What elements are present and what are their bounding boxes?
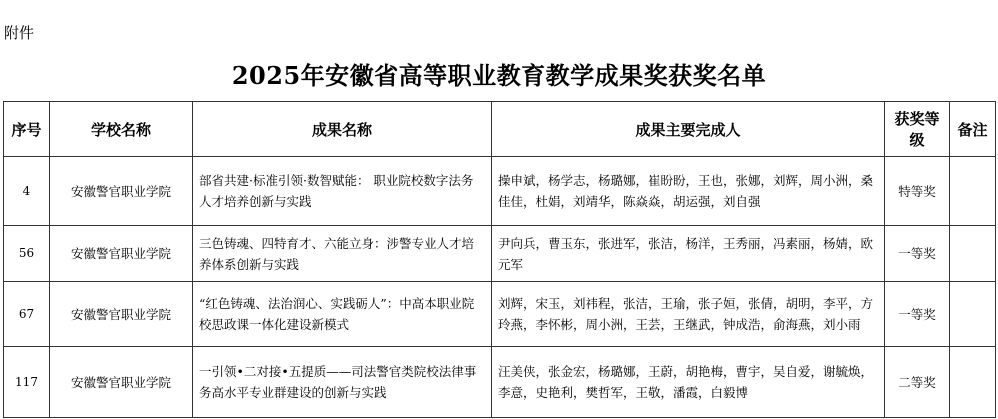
cell-school: 安徽警官职业学院 <box>50 157 193 226</box>
table-row <box>4 157 996 226</box>
cell-achievement: 部省共建·标准引领·数智赋能： 职业院校数字法务人才培养创新与实践 <box>193 157 492 226</box>
table-row <box>4 226 996 282</box>
cell-no: 67 <box>4 282 50 347</box>
cell-school: 安徽警官职业学院 <box>50 282 193 347</box>
cell-remark <box>950 226 996 282</box>
cell-level: 二等奖 <box>885 347 950 418</box>
cell-achievement: “红色铸魂、法治润心、实践砺人”：中高本职业院校思政课一体化建设新模式 <box>193 282 492 347</box>
cell-members: 汪美侠，张金宏，杨璐娜，王蔚，胡艳梅，曹宇，吴自爱，谢毓焕，李意，史艳利，樊哲军，王敬，潘霞，白毅博 <box>492 347 885 418</box>
header-level: 获奖等级 <box>885 102 950 157</box>
table-row <box>4 347 996 418</box>
header-no: 序号 <box>4 102 50 157</box>
attachment-label: 附件 <box>4 24 35 42</box>
cell-level: 特等奖 <box>885 157 950 226</box>
table-header-row <box>4 102 996 157</box>
header-school: 学校名称 <box>50 102 193 157</box>
cell-remark <box>950 157 996 226</box>
cell-remark <box>950 282 996 347</box>
cell-school: 安徽警官职业学院 <box>50 226 193 282</box>
cell-members: 尹向兵，曹玉东，张进军，张洁，杨洋，王秀丽，冯素丽，杨婧，欧元军 <box>492 226 885 282</box>
cell-school: 安徽警官职业学院 <box>50 347 193 418</box>
cell-level: 一等奖 <box>885 282 950 347</box>
cell-remark <box>950 347 996 418</box>
table-row <box>4 282 996 347</box>
cell-members: 刘辉，宋玉，刘祎程，张洁，王瑜，张子姮，张倩，胡明，李平，方玲燕，李怀彬，周小洲，王芸，王继武，钟成浩，俞海燕，刘小雨 <box>492 282 885 347</box>
cell-achievement: 三色铸魂、四特育才、六能立身：涉警专业人才培养体系创新与实践 <box>193 226 492 282</box>
cell-level: 一等奖 <box>885 226 950 282</box>
document-title: 2025年安徽省高等职业教育教学成果奖获奖名单 <box>231 61 767 90</box>
cell-no: 117 <box>4 347 50 418</box>
cell-no: 56 <box>4 226 50 282</box>
award-list-table <box>3 101 996 418</box>
header-achievement: 成果名称 <box>193 102 492 157</box>
cell-achievement: 一引领•二对接•五提质——司法警官类院校法律事务高水平专业群建设的创新与实践 <box>193 347 492 418</box>
header-remark: 备注 <box>950 102 996 157</box>
header-members: 成果主要完成人 <box>492 102 885 157</box>
cell-no: 4 <box>4 157 50 226</box>
cell-members: 操申斌，杨学志，杨璐娜，崔盼盼，王也，张娜，刘辉，周小洲，桑佳佳，杜娟，刘靖华，陈焱焱，胡运强，刘自强 <box>492 157 885 226</box>
